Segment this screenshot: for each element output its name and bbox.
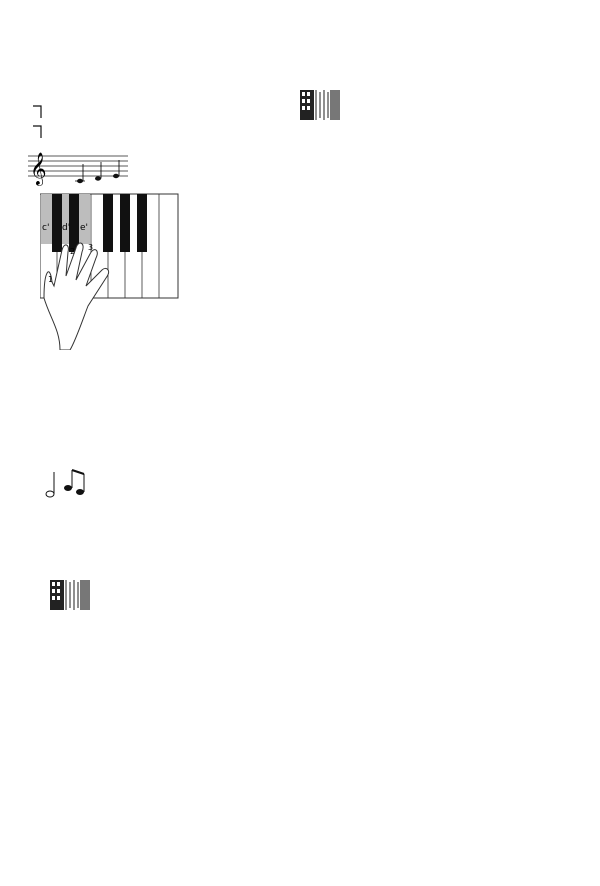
svg-text:c': c' — [42, 223, 50, 233]
svg-text:2: 2 — [70, 247, 76, 256]
treble-clef-icon: 𝄞 — [30, 152, 47, 185]
rhythm-counts — [0, 536, 600, 548]
svg-text:e': e' — [80, 223, 89, 233]
lyrics-line-1 — [0, 763, 600, 777]
svg-text:3: 3 — [88, 243, 94, 252]
svg-text:1: 1 — [48, 275, 54, 284]
lyrics-line-2 — [0, 830, 600, 844]
svg-text:d': d' — [62, 223, 71, 233]
